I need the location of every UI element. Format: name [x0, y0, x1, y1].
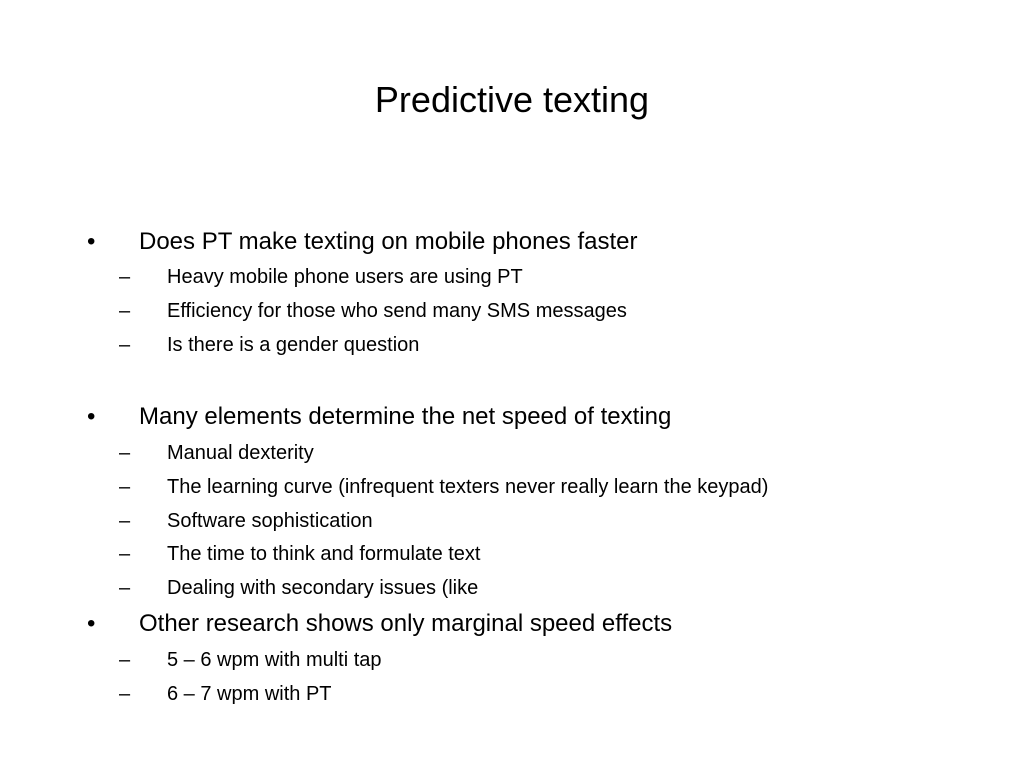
sub-bullet-marker: – [119, 476, 131, 498]
bullet-text: Does PT make texting on mobile phones faster [139, 228, 638, 255]
sub-bullet-item [119, 331, 420, 359]
sub-bullet-text: The learning curve (infrequent texters never really learn the keypad) [167, 476, 769, 498]
sub-bullet-text: Is there is a gender question [167, 334, 420, 356]
sub-bullet-item [119, 646, 382, 674]
sub-bullet-item [119, 263, 523, 291]
sub-bullet-text: Dealing with secondary issues (like [167, 577, 479, 599]
sub-bullet-marker: – [119, 683, 131, 705]
sub-bullet-item [119, 680, 332, 708]
slide-title: Predictive texting [374, 79, 650, 120]
sub-bullet-text: Efficiency for those who send many SMS messages [167, 300, 627, 322]
sub-bullet-item [119, 439, 314, 467]
sub-bullet-marker: – [119, 266, 131, 288]
sub-bullet-item [119, 540, 481, 568]
sub-bullet-item [119, 297, 627, 325]
sub-bullet-marker: – [119, 577, 131, 599]
sub-bullet-text: 5 – 6 wpm with multi tap [167, 649, 382, 671]
bullet-marker: • [87, 403, 96, 430]
bullet-marker: • [87, 610, 96, 637]
bullet-marker: • [87, 228, 96, 255]
sub-bullet-marker: – [119, 543, 131, 565]
sub-bullet-text: 6 – 7 wpm with PT [167, 683, 332, 705]
bullet-item [87, 226, 638, 258]
sub-bullet-text: Manual dexterity [167, 442, 314, 464]
sub-bullet-item [119, 473, 769, 501]
bullet-item [87, 401, 672, 433]
sub-bullet-text: Software sophistication [167, 510, 373, 532]
bullet-item [87, 608, 673, 640]
sub-bullet-marker: – [119, 442, 131, 464]
sub-bullet-item [119, 574, 479, 602]
sub-bullet-marker: – [119, 300, 131, 322]
sub-bullet-marker: – [119, 510, 131, 532]
sub-bullet-text: Heavy mobile phone users are using PT [167, 266, 523, 288]
bullet-text: Other research shows only marginal speed effects [139, 610, 673, 637]
sub-bullet-text: The time to think and formulate text [167, 543, 481, 565]
sub-bullet-marker: – [119, 649, 131, 671]
bullet-text: Many elements determine the net speed of texting [139, 403, 672, 430]
sub-bullet-marker: – [119, 334, 131, 356]
sub-bullet-item [119, 507, 373, 535]
